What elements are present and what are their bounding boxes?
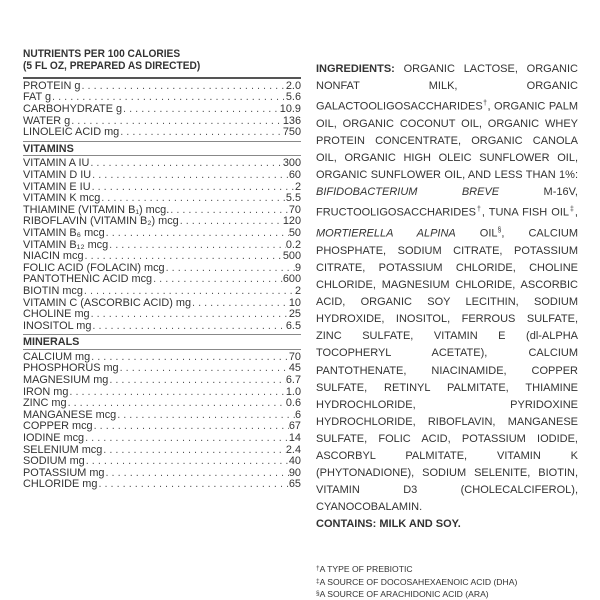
nutrient-row xyxy=(23,363,301,375)
nutrient-name: PANTOTHENIC ACID mcg xyxy=(23,274,153,286)
allergen-statement: CONTAINS: MILK AND SOY. xyxy=(316,518,461,531)
nutrient-row xyxy=(23,433,301,445)
nutrient-value: 40 xyxy=(288,456,301,468)
dot-leader xyxy=(67,398,286,410)
nutrient-name: COPPER mcg xyxy=(23,421,93,433)
nutrient-row xyxy=(23,116,301,128)
nutrient-name: FAT g xyxy=(23,92,52,104)
dot-leader xyxy=(152,274,283,286)
nutrient-row xyxy=(23,274,301,286)
nutrient-value: 2 xyxy=(294,181,301,193)
nutrient-name: INOSITOL mg xyxy=(23,320,92,332)
nutrient-row xyxy=(23,81,301,93)
dot-leader xyxy=(119,127,283,139)
nutrient-value: 14 xyxy=(288,433,301,445)
vitamins-heading: VITAMINS xyxy=(23,142,74,155)
nutrient-row xyxy=(23,410,301,422)
nutrient-name: VITAMIN D IU xyxy=(23,169,92,181)
nutrient-row xyxy=(23,205,301,217)
nutrient-value: 70 xyxy=(288,204,301,216)
nutrient-value: 750 xyxy=(282,127,301,139)
main-nutrients-list xyxy=(23,81,301,139)
nutrient-value: 120 xyxy=(282,216,301,228)
nutrient-name: CHOLINE mg xyxy=(23,309,90,321)
nutrient-value: 6.7 xyxy=(285,375,301,387)
dot-leader xyxy=(108,375,286,387)
nutrient-row xyxy=(23,170,301,182)
dot-leader xyxy=(91,182,295,194)
nutrient-row xyxy=(23,182,301,194)
nutrient-value: 50 xyxy=(288,227,301,239)
nutrients-title-line1: NUTRIENTS PER 100 CALORIES xyxy=(23,48,181,60)
nutrient-value: 300 xyxy=(282,158,301,170)
nutrient-value: 600 xyxy=(282,274,301,286)
minerals-heading: MINERALS xyxy=(23,336,80,349)
nutrient-name: POTASSIUM mg xyxy=(23,467,105,479)
nutrient-value: 2.0 xyxy=(285,80,301,92)
nutrient-name: IRON mg xyxy=(23,386,69,398)
nutrient-name: CARBOHYDRATE g xyxy=(23,104,123,115)
nutrient-value: 2 xyxy=(294,285,301,297)
nutrient-name: VITAMIN E IU xyxy=(23,181,91,193)
nutrient-row xyxy=(23,240,301,252)
nutrient-value: 0.2 xyxy=(285,239,301,251)
nutrient-name: FOLIC ACID (FOLACIN) mcg xyxy=(23,262,165,274)
dot-leader xyxy=(165,263,295,275)
nutrient-row xyxy=(23,286,301,298)
nutrient-name: NIACIN mcg xyxy=(23,251,84,263)
nutrient-value: 2.4 xyxy=(285,444,301,456)
dot-leader xyxy=(91,321,285,333)
dot-leader xyxy=(70,116,283,128)
nutrient-value: 6 xyxy=(294,409,301,421)
nutrient-row xyxy=(23,479,301,491)
nutrient-name: MANGANESE mcg xyxy=(23,409,117,421)
dot-leader xyxy=(90,309,289,321)
nutrient-value: 6.5 xyxy=(285,320,301,332)
dot-leader xyxy=(85,456,289,468)
footnote: ‡A SOURCE OF DOCOSAHEXAENOIC ACID (DHA) xyxy=(316,576,518,587)
nutrient-value: 10 xyxy=(288,297,301,309)
dot-leader xyxy=(119,363,289,375)
footnote: †A TYPE OF PREBIOTIC xyxy=(316,564,413,575)
nutrient-row xyxy=(23,445,301,457)
nutrient-value: 5.6 xyxy=(285,92,301,104)
nutrient-row xyxy=(23,387,301,399)
nutrient-row xyxy=(23,352,301,364)
nutrient-value: 67 xyxy=(288,421,301,433)
title-divider xyxy=(23,77,301,79)
nutrient-value: 25 xyxy=(288,309,301,321)
dot-leader xyxy=(105,228,289,240)
nutrient-row xyxy=(23,398,301,410)
footnote: §A SOURCE OF ARACHIDONIC ACID (ARA) xyxy=(316,588,489,599)
nutrient-name: LINOLEIC ACID mg xyxy=(23,127,120,139)
nutrient-name: VITAMIN B₆ mcg xyxy=(23,227,105,239)
dot-leader xyxy=(179,216,283,228)
dot-leader xyxy=(81,81,286,93)
nutrient-row xyxy=(23,127,301,139)
dot-leader xyxy=(51,92,286,104)
nutrient-name: VITAMIN B₁₂ mcg xyxy=(23,239,109,251)
nutrient-name: PHOSPHORUS mg xyxy=(23,363,119,375)
nutrient-name: WATER g xyxy=(23,115,71,127)
dot-leader xyxy=(83,286,295,298)
nutrient-row xyxy=(23,321,301,333)
nutrient-name: CHLORIDE mg xyxy=(23,479,98,491)
nutrient-value: 90 xyxy=(288,467,301,479)
nutrient-name: VITAMIN C (ASCORBIC ACID) mg xyxy=(23,297,192,309)
nutrient-value: 5.5 xyxy=(285,193,301,205)
dot-leader xyxy=(116,410,295,422)
nutrient-row xyxy=(23,298,301,310)
nutrient-value: 60 xyxy=(288,169,301,181)
nutrient-name: SELENIUM mcg xyxy=(23,444,103,456)
footnotes xyxy=(316,563,578,600)
nutrient-row xyxy=(23,228,301,240)
nutrient-row xyxy=(23,375,301,387)
dot-leader xyxy=(100,193,286,205)
dot-leader xyxy=(102,445,286,457)
dot-leader xyxy=(89,158,282,170)
nutrient-name: SODIUM mg xyxy=(23,456,85,468)
nutrient-name: VITAMIN A IU xyxy=(23,158,90,170)
nutrient-row xyxy=(23,104,301,116)
nutrient-row xyxy=(23,456,301,468)
nutrient-value: 70 xyxy=(288,351,301,363)
nutrient-name: VITAMIN K mcg xyxy=(23,193,101,205)
dot-leader xyxy=(91,170,289,182)
section-divider xyxy=(23,155,301,156)
nutrient-row xyxy=(23,251,301,263)
dot-leader xyxy=(84,433,289,445)
nutrient-name: IODINE mcg xyxy=(23,433,85,445)
nutrient-name: BIOTIN mcg xyxy=(23,285,83,297)
nutrient-value: 500 xyxy=(282,251,301,263)
nutrient-row xyxy=(23,92,301,104)
dot-leader xyxy=(105,468,289,480)
nutrient-row xyxy=(23,263,301,275)
nutrient-name: THIAMINE (VITAMIN B₁) mcg. xyxy=(23,204,170,216)
dot-leader xyxy=(108,240,286,252)
minerals-list xyxy=(23,352,301,491)
dot-leader xyxy=(68,387,285,399)
nutrient-value: 1.0 xyxy=(285,386,301,398)
vitamins-list xyxy=(23,158,301,332)
dot-leader xyxy=(93,421,289,433)
nutrients-title-line2: (5 FL OZ, PREPARED AS DIRECTED) xyxy=(23,60,201,73)
nutrition-panel xyxy=(23,48,301,493)
nutrient-row xyxy=(23,421,301,433)
nutrient-name: MAGNESIUM mg xyxy=(23,375,109,387)
dot-leader xyxy=(191,298,289,310)
nutrient-row xyxy=(23,468,301,480)
dot-leader xyxy=(97,479,288,491)
nutrient-name: RIBOFLAVIN (VITAMIN B₂) mcg xyxy=(23,216,179,228)
nutrient-row xyxy=(23,216,301,228)
nutrient-row xyxy=(23,193,301,205)
ingredients-text: INGREDIENTS: ORGANIC LACTOSE, ORGANIC NONFAT MILK, ORGANIC GALACTOOLIGOSACCHARIDES†, ORGANIC PALM OIL, ORGANIC COCONUT OIL, ORGANIC WHEY PROTEIN CONCENTRATE, ORGANIC CANOLA OIL, ORGANIC HIGH OLEIC SUNFLOWER OIL, ORGANIC SUNFLOWER OIL, AND LESS THAN 1%: BIFIDOBACTERIUM BREVE M-16V, FRUCTOOLIGOSACCHARIDES†, TUNA FISH OIL‡, MORTIERELLA ALPINA OIL§, CALCIUM PHOSPHATE, SODIUM CITRATE, POTASSIUM CITRATE, POTASSIUM CHLORIDE, CHOLINE CHLORIDE, MAGNESIUM CHLORIDE, ASCORBIC ACID, ORGANIC SOY LECITHIN, SODIUM HYDROXIDE, INOSITOL, FERROUS SULFATE, ZINC SULFATE, VITAMIN E (dl-ALPHA TOCOPHERYL ACETATE), CALCIUM PANTOTHENATE, NIACINAMIDE, COPPER SULFATE, RETINYL PALMITATE, THIAMINE HYDROCHLORIDE, PYRIDOXINE HYDROCHLORIDE, RIBOFLAVIN, MANGANESE SULFATE, FOLIC ACID, POTASSIUM IODIDE, ASCORBYL PALMITATE, VITAMIN K (PHYTONADIONE), SODIUM SELENITE, BIOTIN, VITAMIN D3 (CHOLECALCIFEROL), CYANOCOBALAMIN. xyxy=(316,63,578,514)
nutrient-value: 9 xyxy=(294,262,301,274)
ingredients-panel xyxy=(316,61,578,600)
nutrient-name: PROTEIN g xyxy=(23,80,81,92)
nutrient-name: CALCIUM mg xyxy=(23,351,91,363)
nutrient-value: 136 xyxy=(282,115,301,127)
section-divider xyxy=(23,349,301,350)
dot-leader xyxy=(169,205,289,217)
nutrient-name: ZINC mg xyxy=(23,398,67,410)
nutrient-value: 45 xyxy=(288,363,301,375)
dot-leader xyxy=(84,251,283,263)
nutrient-value: 65 xyxy=(288,479,301,491)
nutrient-row xyxy=(23,158,301,170)
nutrient-value: 10.9 xyxy=(279,104,301,115)
nutrient-value: 0.6 xyxy=(285,398,301,410)
dot-leader xyxy=(90,352,289,364)
dot-leader xyxy=(122,104,280,116)
nutrient-row xyxy=(23,309,301,321)
ingredients-label: INGREDIENTS: xyxy=(316,63,395,75)
